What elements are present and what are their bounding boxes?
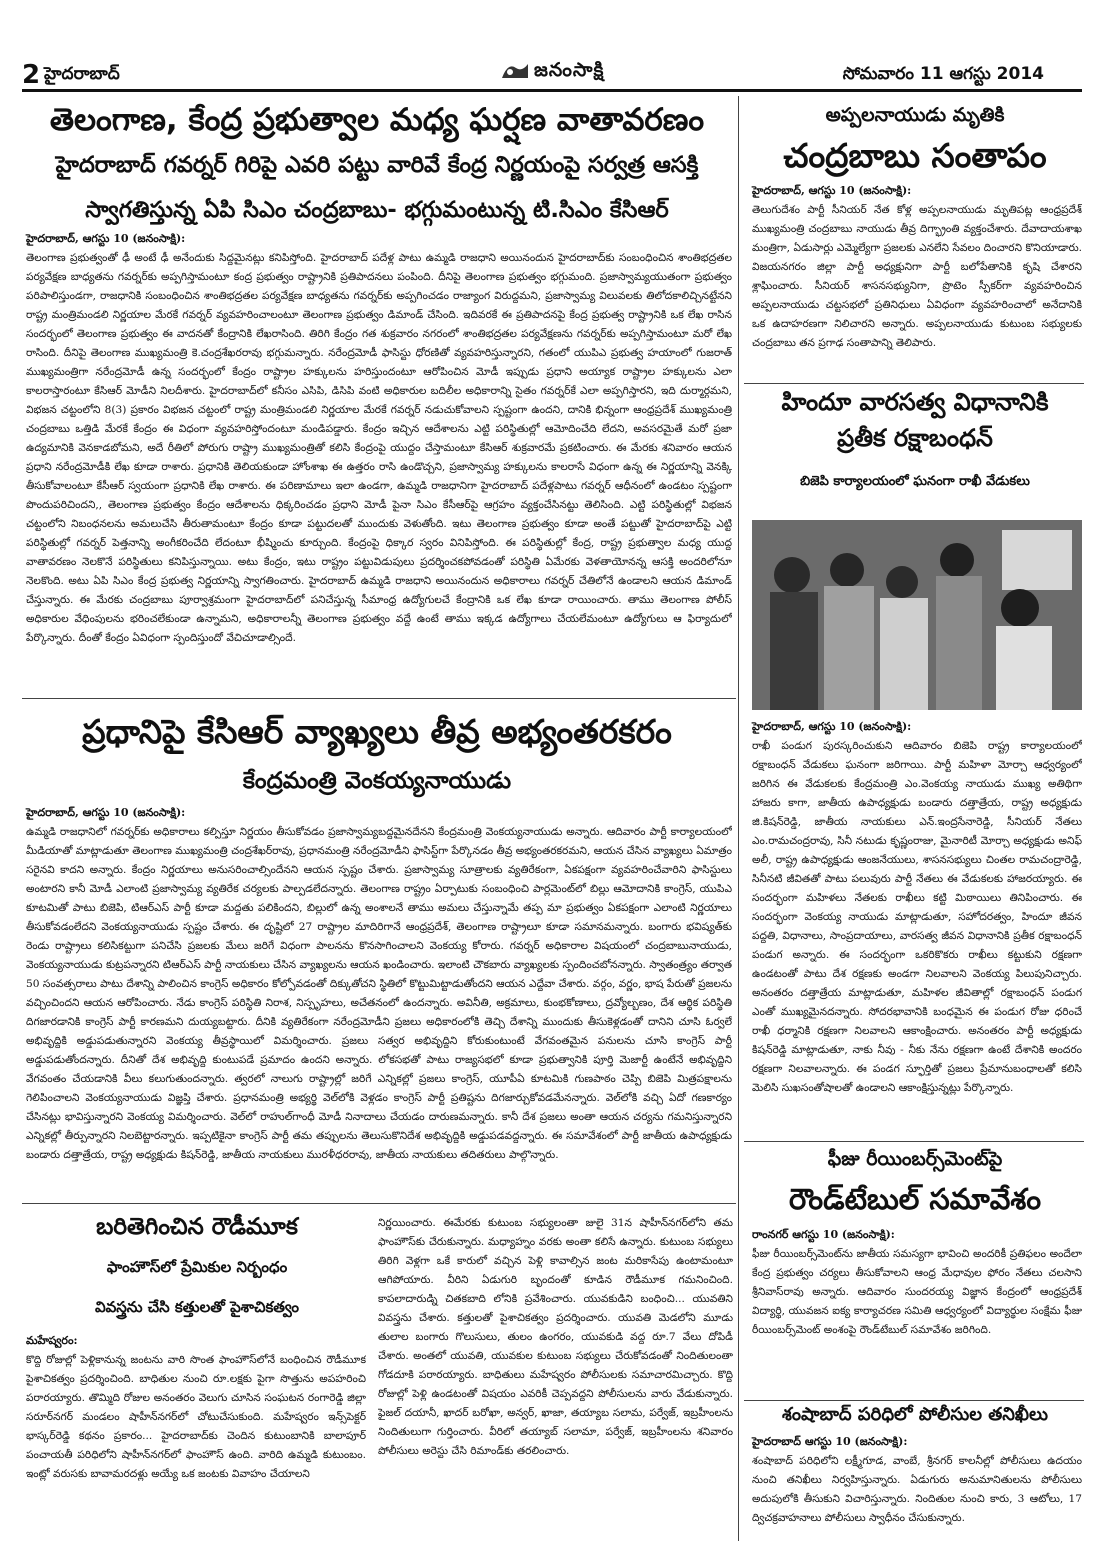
right2-headline-line2: ప్రతీక రక్షాబంధన్ xyxy=(837,424,993,452)
right3-body: ఫీజు రీయింబర్స్‌మెంట్‌ను జాతీయ సమస్యగా భావించి అందరికీ ప్రతిఫలం అందేలా కేంద్ర ప్రభుత్వం చర్యలు తీసుకోవాలని ఆంధ్ర మేధావుల ఫోరం నేతలు చలసాని శ్రీనివాస్‌రావు అన్నారు. ఆదివారం సుందరయ్య విజ్ఞాన కేంద్రంలో ఆంధ్రప్రదేశ్ విద్యార్థి, యువజన ఐక్య కార్యాచరణ సమితి ఆధ్వర్యంలో విద్యార్థుల సంక్షేమ ఫీజు రీయింబర్స్‌మెంట్ అంశంపై రౌండ్‌టేబుల్ సమావేశం జరిగింది. xyxy=(752,1248,1082,1336)
section-divider xyxy=(744,1141,1084,1142)
right2-subhead: బిజెపి కార్యాలయంలో ఘనంగా రాఖీ వేడుకలు xyxy=(800,474,1030,489)
right2-body: రాఖీ పండుగ పురస్కరించుకుని ఆదివారం బిజెపి రాష్ట్ర కార్యాలయంలో రక్షాబంధన్ వేడుకలు ఘనంగా జరిగాయి. పార్టీ మహిళా మోర్చా ఆధ్వర్యంలో జరిగిన ఈ వేడుకలకు కేంద్రమంత్రి ఎం.వెంకయ్య నాయుడు ముఖ్య అతిథిగా హాజరు కాగా, జాతీయ ఉపాధ్యక్షుడు బండారు దత్తాత్రేయ, రాష్ట్ర అధ్యక్షుడు జి.కిషన్‌రెడ్డి, జాతీయ నాయకులు ఎన్.ఇంద్రసేనారెడ్డి, సీనియర్ నేతలు ఎం.రామచంద్రరావు, సినీ నటుడు కృష్ణంరాజు, మైనారిటీ మోర్చా అధ్యక్షుడు అనిఫ్ అలీ, రాష్ట్ర ఉపాధ్యక్షుడు ఆంజనేయులు, శాసనసభ్యులు చింతల రామచంద్రారెడ్డి, సినీనటి జీవితతో పాటు పలువురు పార్టీ నేతలు ఈ వేడుకలకు హాజరయ్యారు. ఈ సందర్భంగా మహిళలు నేతలకు రాఖీలు కట్టి మిఠాయిలు తినిపించారు. ఈ సందర్భంగా వెంకయ్య నాయుడు మాట్లాడుతూ, సహోదరత్వం, హిందూ జీవన పద్దతి, విధానాలు, సాంప్రదాయాలు, వారసత్వ జీవన విధానానికి ప్రతీక రక్షాబంధన్ పండుగ అన్నారు. ఈ సందర్భంగా ఒకరికొకరు రాఖీలు కట్టుకుని రక్షణగా ఉండటంతో పాటు దేశ రక్షణకు అండగా నిలవాలని వెంకయ్య పిలుపునిచ్చారు. అనంతరం దత్తాత్రేయ మాట్లాడుతూ, మహిళల జీవితాల్లో రక్షాబంధన్ పండుగ ఎంతో ముఖ్యమైనదన్నారు. సోదరభావానికి బంధమైన ఈ పండుగ రోజు ధరించే రాఖీ ధర్మానికి రక్షణగా నిలవాలని ఆకాంక్షించారు. అనంతరం పార్టీ అధ్యక్షుడు కిషన్‌రెడ్డి మాట్లాడుతూ, నాకు నీవు - నీకు నేను రక్షణగా ఉంటే దేశానికి అందరం రక్షణగా నిలవాలన్నారు. ఈ పండగ స్ఫూర్తితో ప్రజలు ప్రేమానుబంధాలతో కలిసి మెలిసి సుఖసంతోషాలతో ఉండాలని ఆకాంక్షిస్తున్నట్లు పేర్కొన్నారు. xyxy=(752,740,1082,1094)
right4-dateline: హైదరాబాద్ ఆగస్టు 10 (జనంసాక్షి): xyxy=(752,1435,908,1448)
masthead xyxy=(22,52,1082,92)
news-photo xyxy=(752,520,1082,710)
right2-dateline: హైదరాబాద్, ఆగస్టు 10 (జనంసాక్షి): xyxy=(752,720,912,733)
section-divider xyxy=(22,698,736,699)
right1-kicker: అప్పలనాయుడు మృతికి xyxy=(825,104,1005,126)
story1-body: తెలంగాణ ప్రభుత్వంతో ఢీ అంటే ఢీ అనేందుకు సిద్దమైనట్లు కనిపిస్తోంది. హైదరాబాద్ పదేళ్ల పాటు ఉమ్మడి రాజధాని అయినందున హైదరాబాద్‌కు సంబంధించిన శాంతిభద్రతల పర్యవేక్షణ బాధ్యతను గవర్నర్‌కు అప్పగిస్తామంటూ కంద్ర ప్రభుత్వం రాష్ట్రానికి ప్రతిపాదనలు పంపింది. దీనిపై తెలంగాణ ప్రభుత్వం భగ్గుమంది. ప్రజాస్వామ్యయుతంగా ప్రభుత్వం పరిపాలిస్తుండగా, రాజధానికి సంబంధించిన శాంతిభద్రతల పర్యవేక్షణ బాధ్యతను గవర్నర్‌కు అప్పగించడం రాజ్యాంగ విరుద్దమని, ప్రజాస్వామ్య విలువలకు తిలోదకాలిచ్చినట్టేనని రాష్ట్ర మంత్రిమండలి నిర్ణయాల మేరకే గవర్నర్ వ్యవహరించాలంటూ తెలంగాణ ప్రభుత్వం డిమాండ్ చేసింది. ఇదివరకే ఈ ప్రతిపాదనపై కేంద్ర ప్రభుత్వ రాష్ట్రానికి ఒక లేఖ రాసిన సందర్భంలో తెలంగాణ ప్రభుత్వం ఈ వాదనతో కేంద్రానికి లేఖరాసింది. తిరిగి కేంద్రం గత శుక్రవారం నగరంలో శాంతిభద్రతల పర్యవేక్షణను గవర్నర్‌కు అప్పగిస్తామంటూ మరో లేఖ రాసింది. దీనిపై తెలంగాణ ముఖ్యమంత్రి కె.చంద్రశేఖరరావు భగ్గుమన్నారు. నరేంద్రమోడీ ఫాసిస్టు ధోరణితో వ్యవహరిస్తున్నారని, గతంలో యుపిఎ ప్రభుత్వ హయాంలో గుజరాత్ ముఖ్యమంత్రిగా నరేంద్రమోడీ ఉన్న సందర్భంలో కేంద్రం రాష్ట్రాల హక్కులను హరిస్తుందంటూ ఆరోపించిన మోడీ ఇప్పుడు ప్రధాని అయ్యాక రాష్ట్రాల హక్కులను ఎలా కాలరాస్తారంటూ కేసిఆర్ మోడీని నిలదీశారు. హైదరాబాద్‌లో కనీసం ఎసిపి, డిసిపి వంటి అధికారుల బదిలీల అధికారాన్ని సైతం గవర్నర్‌కే ఎలా అప్పగిస్తారని, ఇది దుర్మార్గమని, విభజన చట్టంలోని 8(3) ప్రకారం విభజన చట్టంలో రాష్ట్ర మంత్రిమండలి నిర్ణయాల మేరకే గవర్నర్ నడుచుకోవాలని స్పష్టంగా ఉందని, దానికి భిన్నంగా ఆంధ్రప్రదేశ్ ముఖ్యమంత్రి చంద్రబాబు ఒత్తిడి మేరకే కేంద్రం ఈ విధంగా వ్యవహరిస్తోందంటూ మండిపడ్డారు. కేంద్రం ఇచ్చిన ఆదేశాలను ఎట్టి పరిస్థితుల్లో ఆమోదించేది లేదని, అవసరమైతే మరో ప్రజా ఉద్యమానికి వెనకాడబోమని, అదే రీతిలో పోరుగు రాష్ట్రా ముఖ్యమంత్రితో కలిసి కేంద్రంపై యుద్దం చేస్తామంటూ కేసిఆర్ శుక్రవారమే ప్రకటించారు. ఈ మేరకు శనివారం ఆయన ప్రధాని నరేంద్రమోడీకి లేఖ కూడా రాశారు. ప్రధానికి తెలియకుండా హోంశాఖ ఈ ఉత్తరం రాసి ఉండొచ్చని, ప్రజాస్వామ్య హక్కులను కాలరాసే విధంగా ఉన్న ఈ నిర్ణయాన్ని వెనక్కి తీసుకోవాలంటూ కేసీఆర్ స్వయంగా ప్రధానికి లేఖ రాశారు. ఈ పరిణామాలు ఇలా ఉండగా, ఉమ్మడి రాజధానిగా హైదరాబాద్ పదేళ్లపాటు గవర్నర్ ఆధీనంలో ఉండటం స్పష్టంగా పొందుపరిచిందని,, తెలంగాణ ప్రభుత్వం కేంద్రం ఆదేశాలను ధిక్కరించడం ప్రధాని మోడీ పైనా సిఎం కేసీఆర్‌పై ఆగ్రహం వ్యక్తంచేసినట్టు తెలిసింది. ఎట్టి పరిస్థితుల్లో విభజన చట్టంలోని నిబంధనలను అమలుచేసి తీరుతామంటూ కేంద్రం కూడా పట్టుదలతో ముందుకు వెళుతోంది. ఇటు తెలంగాణ ప్రభుత్వం కూడా అంతే పట్టుతో హైదరాబాద్‌పై ఎట్టి పరిస్థితుల్లో గవర్నర్ పెత్తనాన్ని అంగీకరించేది లేదంటూ భీష్మించు కూర్చుంది. కేంద్రంపై ధిక్కార స్వరం వినిపిస్తోంది. ఈ పరిస్థితుల్లో కేంద్ర, రాష్ట్ర ప్రభుత్వాల మధ్య యుద్ద వాతావరణం నెలకొనే పరిస్థితులు కనిపిస్తున్నాయి. అటు కేంద్రం, ఇటు రాష్ట్రం పట్టువిడుపులు ప్రదర్శించకపోవడంతో పరిస్థితి ఏమేరకు వెళతాయోనన్న ఆసక్తి అందరిలోనూ నెలకొంది. అటు ఏపి సిఎం కేంద్ర ప్రభుత్వ నిర్ణయాన్ని స్వాగతించారు. హైదరాబాద్ ఉమ్మడి రాజధాని అయినందున అధికారాలు గవర్నర్ చేతిలోనే ఉండాలని ఆయన డిమాండ్ చేస్తున్నారు. ఈ మేరకు చంద్రబాబు పూర్వాశ్రమంగా హైదరాబాద్‌లో పనిచేస్తున్న సీమాంధ్ర ఉద్యోగులచే కేంద్రానికి ఒక లేఖ కూడా రాయించారు. తాము తెలంగాణ పోలీస్ అధికారుల వేధింపులను భరించలేకుండా ఉన్నామని, అధికారాలన్నీ తెలంగాణ ప్రభుత్వం వద్దే ఉంటే తాము ఇక్కడ ఉద్యోగాలు చేయలేమంటూ ఉద్యోగులు ఆ ఫిర్యాదులో పేర్కొన్నారు. దీంతో కేంద్రం ఏవిధంగా స్పందిస్తుందో వేచిచూడాల్సిందే. xyxy=(26,252,732,644)
right1-body: తెలుగుదేశం పార్టీ సీనియర్ నేత కోళ్ల అప్పలనాయుడు మృతిపట్ల ఆంధ్రప్రదేశ్ ముఖ్యమంత్రి చంద్రబాబు నాయుడు తీవ్ర దిగ్భ్రాంతి వ్యక్తంచేశారు. దేవాదాయశాఖ మంత్రిగా, ఏడుసార్లు ఎమ్మెల్యేగా ప్రజలకు ఎనలేని సేవలం దించారని కొనియాడారు. విజయనగరం జిల్లా పార్టీ అధ్యక్షునిగా పార్టీ బలోపేతానికి కృషి చేశారని శ్లాఘించారు. సీనియర్ శాసనసభ్యునిగా, ప్రొటెం స్పీకర్‌గా వ్యవహరించిన అప్పలనాయుడు చట్టసభలో ప్రతినిధులు ఏవిధంగా వ్యవహరించాలో అనేదానికి ఒక ఉదాహరణగా నిలిచారని అన్నారు. అప్పలనాయుడు కుటుంబ సభ్యులకు చంద్రబాబు తన ప్రగాఢ సంతాపాన్ని తెలిపారు. xyxy=(752,204,1082,349)
story1-subhead: హైదరాబాద్ గవర్నర్ గిరిపై ఎవరి పట్టు వారివే కేంద్ర నిర్ణయంపై సర్వత్ర ఆసక్తి xyxy=(55,152,699,178)
right1-dateline: హైదరాబాద్, ఆగస్టు 10 (జనంసాక్షి): xyxy=(752,184,912,197)
story2-body: ఉమ్మడి రాజధానిలో గవర్నర్‌కు అధికారాలు కల్పిస్తూ నిర్ణయం తీసుకోవడం ప్రజాస్వామ్యబద్దమైనదేనని కేంద్రమంత్రి వెంకయ్యనాయుడు అన్నారు. ఆదివారం పార్టీ కార్యాలయంలో మీడియాతో మాట్లాడుతూ తెలంగాణ ముఖ్యమంత్రి చంద్రశేఖర్‌రావు, ప్రధానమంత్రి నరేంద్రమోడీని ఫాసిస్ట్‌గా పేర్కొనడం తీవ్ర అభ్యంతరకరమని, ఆయన చేసిన వ్యాఖ్యలు ఏమాత్రం సరైనవి కాదని అన్నారు. కేంద్రం నిర్ణయాలు అనుసరించాల్సిందేనని ఆయన స్పష్టం చేశారు. ప్రజాస్వామ్య సూత్రాలకు వ్యతిరేకంగా, ఏకపక్షంగా వ్యవహరించేవారిని ఫాసిస్టులు అంటారని కానీ మోడీ ఎలాంటి ప్రజాస్వామ్య వ్యతిరేక చర్యలకు పాల్పడలేదన్నారు. తెలంగాణ రాష్ట్రం ఏర్పాటుకు సంబంధించి పార్లమెంట్‌లో బిల్లు ఆమోదానికి కాంగ్రెస్, యుపిఎ కూటమితో పాటు బిజెపి, టిఆర్ఎస్ పార్టీ కూడా మద్దతు పలికిందని, బిల్లులో ఉన్న అంశాలనే తాము అమలు చేస్తున్నామే తప్ప మా ప్రభుత్వం ఏకపక్షంగా ఎలాంటి నిర్ణయాలు తీసుకోవడంలేదని వెంకయ్యనాయుడు స్పష్టం చేశారు. ఈ దృష్టిలో 27 రాష్ట్రాల మాదిరిగానే ఆంధ్రప్రదేశ్, తెలంగాణ రాష్ట్రాలూ కూడా సమానమన్నారు. బంగారు భవిష్యత్‌కు రెండు రాష్ట్రాలు కలిసికట్టుగా పనిచేసి ప్రజలకు మేలు జరిగే విధంగా పాలనను కొనసాగించాలని వెంకయ్య కోరారు. గవర్నర్ అధికారాల విషయంలో చంద్రబాబునాయుడు, వెంకయ్యనాయుడు కుట్రపన్నారని టిఆర్ఎస్ పార్టీ నాయకులు చేసిన వ్యాఖ్యలను ఆయన ఖండించారు. ఇలాంటి చౌకబారు వ్యాఖ్యలకు స్పందించబోనన్నారు. స్వాతంత్ర్యం తర్వాత 50 సంవత్సరాలు పాటు దేశాన్ని పాలించిన కాంగ్రెస్ అధికారం కోల్పోవడంతో దిక్కుతోచని స్థితిలో కొట్టుమిట్టాడుతోందని ఆయన ఎద్దేవా చేశారు. వర్గం, వర్ణం, భాష పేరుతో ప్రజలను వచ్చించిందని ఆయన ఆరోపించారు. నేడు కాంగ్రెస్ పరిస్థితి నిరాశ, నిస్పృహలు, అచేతనంలో ఉందన్నారు. అవినీతి, అక్రమాలు, కుంభకోణాలు, ద్రవ్యోల్బణం, దేశ ఆర్థిక పరిస్థితి దిగజారడానికి కాంగ్రెస్ పార్టీ కారణమని దుయ్యబట్టారు. దీనికి వ్యతిరేకంగా నరేంద్రమోడీని ప్రజలు అధికారంలోకి తెచ్చి దేశాన్ని ముందుకు తీసుకెళ్లడంతో దానిని చూసి ఓర్వలే అభివృద్దికి అడ్డుపడుతున్నారని వెంకయ్య తీవ్రస్థాయిలో విమర్శించారు. ప్రజలు సత్వర అభివృద్దిని కోరుకుంటుంటే వేగవంతమైన పనులను చూసి కాంగ్రెస్ పార్టీ అడ్డుపడుతోందన్నారు. దీనితో దేశ అభివృద్ది కుంటుపడే ప్రమాదం ఉందని అన్నారు. లోకసభతో పాటు రాజ్యసభలో కూడా ప్రభుత్వానికి పూర్తి మెజార్టీ ఉంటేనే అభివృద్దిని వేగవంతం చేయడానికి వీలు కలుగుతుందన్నారు. త్వరలో నాలుగు రాష్ట్రాల్లో జరిగే ఎన్నికల్లో ప్రజలు కాంగ్రెస్, యూపీఏ కూటమికి గుణపాఠం చెప్పి బిజెపి మిత్రపక్షాలను గెలిపించాలని వెంకయ్యనాయుడు విజ్ఞప్తి చేశారు. ప్రధానమంత్రి అభ్యర్థి వెల్‌లోకి వెళ్లడం కాంగ్రెస్ పార్టీ ప్రతిష్టను దిగజార్చుకోవడమేనన్నారు. వెల్‌లోకి వచ్చి ఏదో గణకార్యం చేసినట్లు భావిస్తున్నారని వెంకయ్య విమర్శించారు. వెల్‌లో రాహుల్‌గాంధీ మోడీ నినాదాలు చేయడం దారుణమన్నారు. కానీ దేశ ప్రజలు అంతా ఆయన చర్యను గమనిస్తున్నారని ఎన్నికల్లో తీర్పున్నారని నిలబెట్టారన్నారు. ఇప్పటికైనా కాంగ్రెస్ పార్టీ తమ తప్పులను తెలుసుకొనిదేశ అభివృద్దికి అడ్డుపడవద్దన్నారు. ఈ సమావేశంలో పార్టీ జాతీయ ఉపాధ్యక్షుడు బండారు దత్తాత్రేయ, రాష్ట్ర అధ్యక్షుడు కిషన్‌రెడ్డి, జాతీయ నాయకులు మురళీధరరావు, జాతీయ నాయకులు తదితరులు పాల్గొన్నారు. xyxy=(26,826,732,1161)
story2-dateline: హైదరాబాద్, ఆగస్టు 10 (జనంసాక్షి): xyxy=(26,806,186,819)
story3-body-col1: కొద్ది రోజుల్లో పెళ్లికానున్న జంటను వారి సొంత ఫాంహౌస్‌లోనే బంధించిన రౌడీమూక పైశాచికత్వం ప్రదర్శించింది. బాధితుల నుంచి రూ.లక్షకు పైగా సొత్తును అపహరించి పరారయ్యారు. తొమ్మిది రోజుల అనంతరం వెలుగు చూసిన సంఘటన రంగారెడ్డి జిల్లా సరూర్‌నగర్ మండలం షాహీన్‌నగర్‌లో చోటుచేసుకుంది. మహేష్వరం ఇన్స్‌పెక్టర్ భాస్కర్‌రెడ్డి కథనం ప్రకారం... హైదరాబాద్‌కు చెందిన కుటుంబానికి బాలాపూర్ పంచాయతీ పరిధిలోని షాహీన్‌నగర్‌లో ఫాంహౌస్ ఉంది. వారిది ఉమ్మడి కుటుంబం. ఇంట్లో వరుసకు బావామరదళ్లు అయ్యే ఒక జంటకు వివాహం చేయాలని xyxy=(26,1354,366,1480)
column-divider xyxy=(738,96,739,1541)
right3-kicker: ఫీజు రీయింబర్స్‌మెంట్‌పై xyxy=(827,1148,1003,1170)
rakhi-celebration-photo-icon xyxy=(752,520,1082,710)
right4-body: శంషాబాద్ పరిధిలోని లక్ష్మీగూడ, వాంబే, శ్రీనగర్ కాలనీల్లో పోలీసులు ఉదయం నుంచి తనిఖీలు నిర్వహిస్తున్నారు. ఏడుగురు అనుమానితులను పోలీసులు అదుపులోకి తీసుకుని విచారిస్తున్నారు. నిందితుల నుంచి కారు, 3 ఆటోలు, 17 ద్విచక్రవాహనాలు పోలీసులు స్వాధీనం చేసుకున్నారు. xyxy=(752,1455,1082,1524)
story3-subhead-secondary: వివస్త్రను చేసి కత్తులతో పైశాచికత్వం xyxy=(94,1298,300,1316)
story3-body-col2: నిర్ణయించారు. ఈమేరకు కుటుంబ సభ్యులంతా జులై 31న షాహీన్‌నగర్‌లోని తమ ఫాంహౌస్‌కు చేరుకున్నారు. మధ్యాహ్నం వరకు అంతా కలిసే ఉన్నారు. కుటుంబ సభ్యులు తిరిగి వెళ్లగా ఒకే కారులో వచ్చిన పెళ్లి కావాల్సిన జంట మరికాసేపు ఉంటామంటూ ఆగిపోయారు. వీరిని ఏడుగురి బృందంతో కూడిన రౌడీమూక గమనించింది. కాపలాదారుడ్ని చితకబాది లోనికి ప్రవేశించారు. యువకుడిని బంధించి... యువతిని వివస్త్రను చేశారు. కత్తులతో పైశాచికత్వం ప్రదర్శించారు. యువతి మెడలోని మూడు తులాల బంగారు గొలుసులు, తులం ఉంగరం, యువకుడి వద్ద రూ.7 వేలు దోపిడీ చేశారు. అంతలో యువతి, యువకుల కుటుంబ సభ్యులు చేరుకోవడంతో నిందితులంతా గోడదూకి పరారయ్యారు. బాధితులు మహేష్వరం పోలీసులకు సమాచారమిచ్చారు. కొద్ది రోజుల్లో పెళ్లి ఉండటంతో విషయం ఎవరికీ చెప్పవద్దని పోలీసులను వారు వేడుకున్నారు. ఫైజల్ దయానీ, ఖాదర్ బరోఖా, అన్వర్, ఖాజా, తయ్యాబ సలామ, పర్వేజ్, ఇబ్రహీంలను నిందితులుగా గుర్తించారు. వీరిలో తయ్యాబ్ సలామా, పర్వేజ్, ఇబ్రహీంలను శనివారం పోలీసులు అరెస్టు చేసి రిమాండ్‌కు తరలించారు. xyxy=(378,1217,733,1457)
right3-dateline: రాంనగర్ ఆగస్టు 10 (జనంసాక్షి): xyxy=(752,1228,895,1241)
right1-headline: చంద్రబాబు సంతాపం xyxy=(783,136,1047,175)
section-divider xyxy=(22,1203,736,1204)
issue-date: సోమవారం 11 ఆగస్టు 2014 xyxy=(842,64,1044,84)
story3-headline: బరితెగించిన రౌడీమూక xyxy=(96,1214,298,1240)
right4-headline: శంషాబాద్ పరిధిలో పోలీసుల తనిఖీలు xyxy=(782,1404,1048,1425)
right2-headline: హిందూ వారసత్వ విధానానికి xyxy=(781,388,1049,416)
logo-emblem-icon xyxy=(500,60,530,82)
story2-headline: ప్రధానిపై కేసిఆర్ వ్యాఖ్యలు తీవ్ర అభ్యంతరకరం xyxy=(82,712,672,751)
right3-headline: రౌండ్‌టేబుల్ సమావేశం xyxy=(788,1182,1042,1216)
story1-headline: తెలంగాణ, కేంద్ర ప్రభుత్వాల మధ్య ఘర్షణ వాతావరణం xyxy=(49,102,705,138)
newspaper-logo xyxy=(500,58,650,86)
logo-text: జనంసాక్షి xyxy=(534,59,605,81)
story1-dateline: హైదరాబాద్, ఆగస్టు 10 (జనంసాక్షి): xyxy=(26,232,186,245)
section-divider xyxy=(744,383,1084,384)
story2-subhead: కేంద్రమంత్రి వెంకయ్యనాయుడు xyxy=(242,768,512,794)
story3-dateline: మహేష్వరం: xyxy=(26,1334,78,1347)
page-section-city: హైదరాబాద్ xyxy=(44,64,120,84)
story1-subhead-secondary: స్వాగతిస్తున్న ఏపి సిఎం చంద్రబాబు- భగ్గుమంటున్న టి.సిఎం కేసిఆర్ xyxy=(85,197,669,223)
story3-subhead: ఫాంహౌస్‌లో ప్రేమికుల నిర్బంధం xyxy=(106,1258,288,1276)
section-divider xyxy=(744,1400,1084,1401)
page-number: 2 xyxy=(22,60,41,90)
